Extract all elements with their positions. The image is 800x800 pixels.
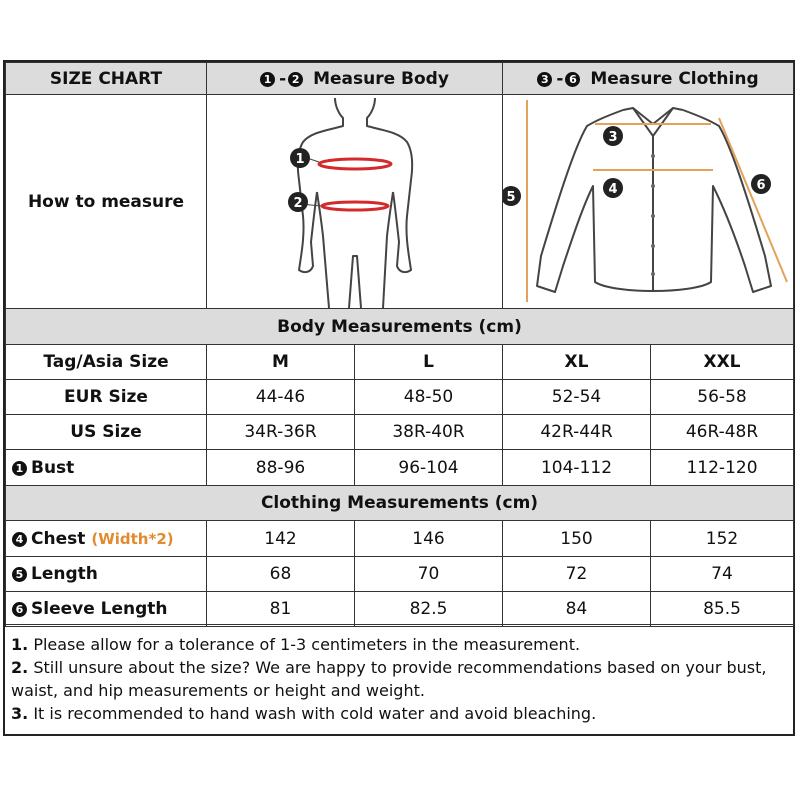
col-header-xl: XL <box>503 345 651 380</box>
table-cell: 46R-48R <box>651 415 794 450</box>
legs-inner <box>349 256 361 308</box>
how-to-measure-label: How to measure <box>6 95 207 309</box>
table-cell: 74 <box>651 557 794 592</box>
body-figure <box>207 96 503 308</box>
marker-4-label: 4 <box>608 181 618 197</box>
marker-3-label: 3 <box>608 129 618 145</box>
table-cell: 84 <box>503 592 651 627</box>
body-measurements-title: Body Measurements (cm) <box>6 309 794 345</box>
row-label-us-size: US Size <box>6 415 207 450</box>
marker-5-label: 5 <box>506 189 516 205</box>
size-chart-table <box>5 62 794 627</box>
table-cell: 82.5 <box>355 592 503 627</box>
row-label-sleeve-length <box>6 592 207 627</box>
marker-circle: 1 <box>260 72 275 87</box>
table-cell: 146 <box>355 521 503 557</box>
row-label-bust <box>6 450 207 486</box>
note-text: Still unsure about the size? We are happy to provide recommendations based on your bust, waist, and hip measurements or height and weight. <box>11 658 767 700</box>
marker-circle: 1 <box>12 461 27 476</box>
row-label-eur-size: EUR Size <box>6 380 207 415</box>
sleeve-measure-line <box>719 118 787 282</box>
table-cell: 52-54 <box>503 380 651 415</box>
row-label-text: Bust <box>31 457 75 478</box>
size-chart-sheet <box>3 60 795 736</box>
table-row <box>6 557 794 592</box>
body-outline-right <box>367 98 412 272</box>
table-cell: 42R-44R <box>503 415 651 450</box>
torso-right <box>383 192 393 308</box>
table-row <box>6 592 794 627</box>
note-text: Please allow for a tolerance of 1-3 centimeters in the measurement. <box>33 635 581 654</box>
notes-section <box>5 624 793 734</box>
note-item <box>11 702 787 725</box>
col-header-xxl: XXL <box>651 345 794 380</box>
note-number: 2. <box>11 658 29 677</box>
body-outline-left <box>298 98 343 272</box>
table-cell: 96-104 <box>355 450 503 486</box>
row-label-length <box>6 557 207 592</box>
note-item <box>11 633 787 656</box>
table-cell: 104-112 <box>503 450 651 486</box>
table-cell: 152 <box>651 521 794 557</box>
size-chart-title: SIZE CHART <box>6 63 207 95</box>
clothing-measurements-title: Clothing Measurements (cm) <box>6 486 794 521</box>
table-row <box>6 415 794 450</box>
waist-measure-line <box>322 202 388 210</box>
table-cell: 72 <box>503 557 651 592</box>
note-number: 3. <box>11 704 29 723</box>
table-cell: 81 <box>207 592 355 627</box>
marker-1-label: 1 <box>295 151 305 167</box>
table-cell: 150 <box>503 521 651 557</box>
note-number: 1. <box>11 635 29 654</box>
table-cell: 142 <box>207 521 355 557</box>
col-header-l: L <box>355 345 503 380</box>
row-label-text: Length <box>31 564 98 584</box>
note-text: It is recommended to hand wash with cold water and avoid bleaching. <box>33 704 597 723</box>
measure-clothing-label: Measure Clothing <box>590 68 759 89</box>
shirt-figure-cell <box>503 95 794 309</box>
marker-2-label: 2 <box>293 195 303 211</box>
bust-measure-line <box>319 159 391 169</box>
row-label-text: Sleeve Length <box>31 599 168 619</box>
table-cell: 48-50 <box>355 380 503 415</box>
marker-circle: 5 <box>12 567 27 582</box>
table-cell: 70 <box>355 557 503 592</box>
measure-body-label: Measure Body <box>313 68 449 89</box>
table-cell: 112-120 <box>651 450 794 486</box>
table-row <box>6 521 794 557</box>
marker-circle: 3 <box>537 72 552 87</box>
table-cell: 85.5 <box>651 592 794 627</box>
row-label-text: Chest <box>31 528 86 549</box>
col-header-tag-size: Tag/Asia Size <box>6 345 207 380</box>
marker-6-label: 6 <box>756 177 766 193</box>
measure-clothing-header: 3 - 6 Measure Clothing <box>503 63 794 95</box>
table-row <box>6 380 794 415</box>
table-cell: 44-46 <box>207 380 355 415</box>
table-cell: 34R-36R <box>207 415 355 450</box>
marker-circle: 6 <box>12 602 27 617</box>
table-cell: 38R-40R <box>355 415 503 450</box>
chest-width-note: (Width*2) <box>91 529 174 548</box>
shirt-figure <box>503 96 794 308</box>
measure-body-header: 1 - 2 Measure Body <box>207 63 503 95</box>
table-cell: 68 <box>207 557 355 592</box>
table-cell: 88-96 <box>207 450 355 486</box>
table-cell: 56-58 <box>651 380 794 415</box>
body-figure-cell <box>207 95 503 309</box>
marker-circle: 6 <box>565 72 580 87</box>
marker-circle: 4 <box>12 532 27 547</box>
table-row <box>6 450 794 486</box>
marker-circle: 2 <box>288 72 303 87</box>
row-label-chest <box>6 521 207 557</box>
col-header-m: M <box>207 345 355 380</box>
note-item <box>11 656 787 702</box>
